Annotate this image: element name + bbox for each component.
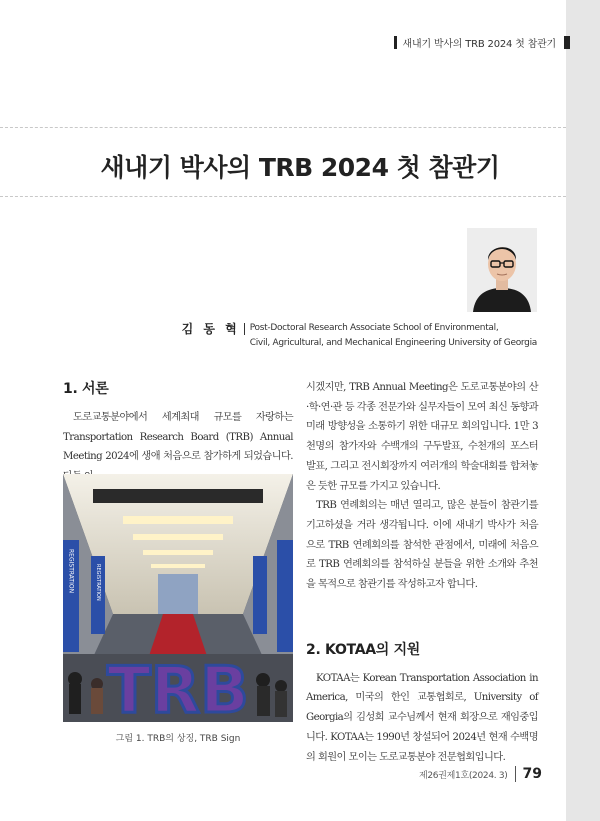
footer-divider bbox=[515, 766, 516, 782]
running-head bbox=[394, 34, 570, 50]
kotaa-paragraph-1: KOTAA는 Korean Transportation Association in America, 미국의 한인 교통협회로, University of Georgia의 김성희 교수님께서 현재 회장으로 재임중입니다. KOTAA는 1990년 창설되어 2024년 현재 수백명의 회원이 모이는 도로교통분야 전문협회입니다. bbox=[306, 672, 538, 763]
running-head-end-marker bbox=[564, 36, 570, 49]
affiliation-line-2: Civil, Agricultural, and Mechanical Engineering University of Georgia bbox=[249, 338, 537, 348]
author-affiliation bbox=[250, 321, 537, 351]
registration-banner-text: REGISTRATION bbox=[67, 549, 75, 594]
registration-banner-text-2: REGISTRATION bbox=[95, 564, 101, 601]
affiliation-line-1: Post-Doctoral Research Associate School of Environmental, bbox=[249, 323, 499, 333]
left-column bbox=[63, 378, 293, 487]
title-top-rule bbox=[0, 127, 566, 128]
right-column bbox=[306, 378, 538, 767]
intro-paragraph-1: 도로교통분야에서 세계최대 규모를 자랑하는 Transportation Research Board (TRB) Annual Meeting 2024에 생애 처음으로 참가하게 되었습니다. bbox=[63, 412, 293, 463]
author-name: 김 동 혁 bbox=[181, 322, 240, 336]
author-photo bbox=[467, 228, 537, 312]
page-title: 새내기 박사의 TRB 2024 첫 참관기 bbox=[100, 153, 500, 182]
section-heading-kotaa: 2. KOTAA의 지원 bbox=[306, 641, 421, 658]
trb-sign-letters: TRB bbox=[107, 654, 249, 722]
running-head-marker bbox=[394, 36, 397, 49]
figure-caption: 그림 1. TRB의 상징, TRB Sign bbox=[115, 734, 241, 744]
intro-paragraph-3: TRB 연례회의는 매년 열리고, 많은 분들이 참관기를 기고하셨을 거라 생각됩니다. 이에 새내기 박사가 처음으로 TRB 연례회의를 참석한 관점에서, 미래에 처음으로 TRB 연례회의를 참석하실 분들을 위한 소개와 추천을 목적으로 참관기를 작성하고자 합니다. bbox=[306, 500, 538, 591]
issue-info: 제26권제1호(2024. 3) bbox=[418, 770, 508, 781]
running-head-text: 새내기 박사의 TRB 2024 첫 참관기 bbox=[402, 38, 556, 50]
author-byline bbox=[182, 321, 537, 351]
section-heading-intro: 1. 서론 bbox=[63, 381, 109, 397]
trb-sign-photo bbox=[63, 474, 293, 722]
byline-divider bbox=[244, 323, 245, 335]
intro-paragraph-2: 시겠지만, TRB Annual Meeting은 도로교통분야의 산·학·연·관 등 각종 전문가와 실무자들이 모여 최신 동향과 미래 방향성을 소통하기 위한 대규모 회의입니다. 1만 3천명의 참가자와 수백개의 구두발표, 수천개의 포스터 발표, 그리고 전시회장까지 여러개의 학술대회를 합쳐놓은 듯한 규모를 가지고 있습니다. bbox=[306, 382, 538, 492]
side-margin-strip bbox=[566, 0, 600, 821]
page-number: 79 bbox=[522, 766, 542, 782]
title-bottom-rule bbox=[0, 196, 566, 197]
page-footer bbox=[419, 766, 542, 782]
